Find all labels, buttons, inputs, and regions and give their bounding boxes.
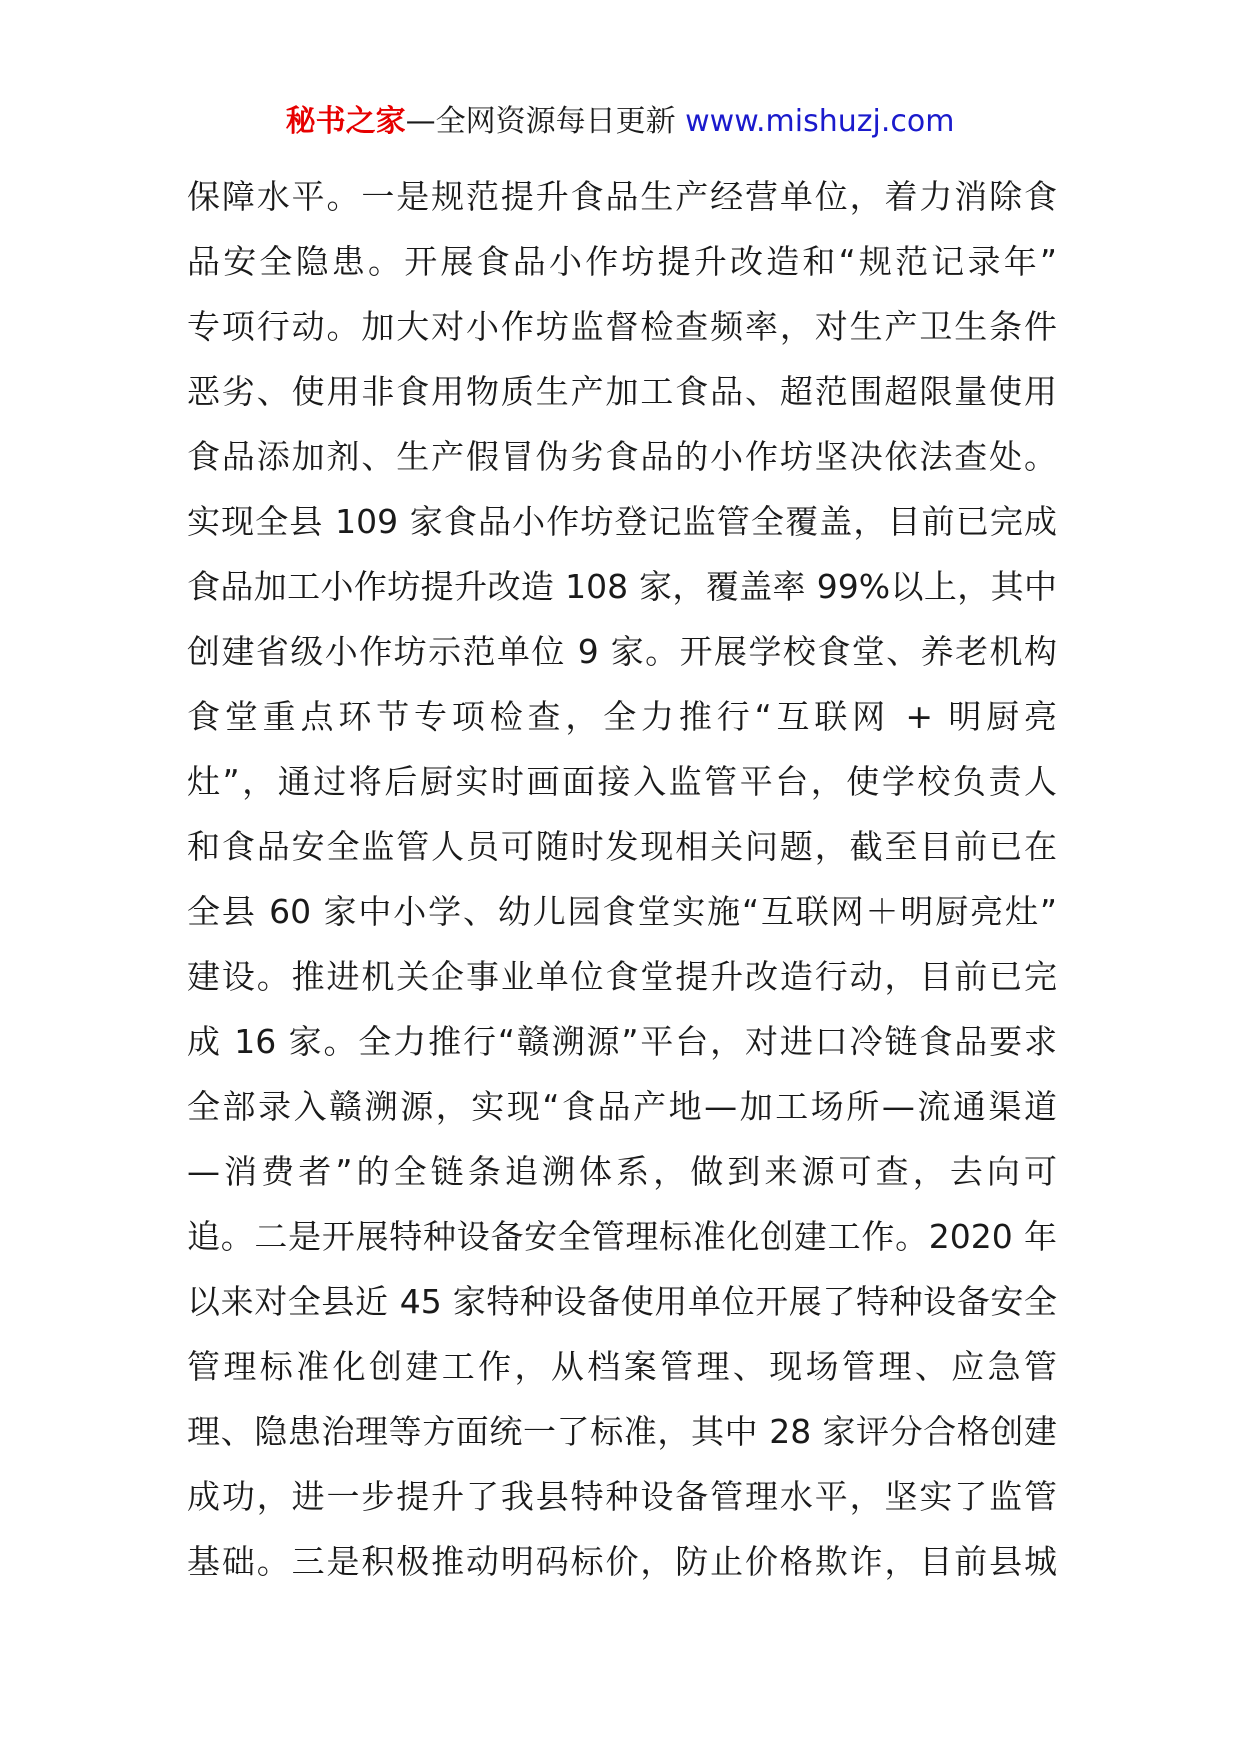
text-line: 专项行动。加大对小作坊监督检查频率，对生产卫生条件 bbox=[187, 307, 1057, 346]
brand-name: 秘书之家 bbox=[285, 104, 406, 139]
text-line: 追。二是开展特种设备安全管理标准化创建工作。2020 年 bbox=[187, 1217, 1057, 1256]
document-body bbox=[187, 164, 1057, 1594]
text-line: 理、隐患治理等方面统一了标准，其中 28 家评分合格创建 bbox=[187, 1412, 1057, 1451]
text-line: 食品加工小作坊提升改造 108 家，覆盖率 99%以上，其中 bbox=[187, 567, 1057, 606]
text-line: 保障水平。一是规范提升食品生产经营单位，着力消除食 bbox=[187, 177, 1057, 216]
text-line: 创建省级小作坊示范单位 9 家。开展学校食堂、养老机构 bbox=[187, 632, 1057, 671]
header-tagline: —全网资源每日更新 bbox=[405, 104, 686, 139]
text-line: —消费者”的全链条追溯体系，做到来源可查，去向可 bbox=[187, 1152, 1057, 1191]
text-line: 恶劣、使用非食用物质生产加工食品、超范围超限量使用 bbox=[187, 372, 1057, 411]
text-line: 成功，进一步提升了我县特种设备管理水平，坚实了监管 bbox=[187, 1477, 1057, 1516]
text-line: 管理标准化创建工作，从档案管理、现场管理、应急管 bbox=[187, 1347, 1057, 1386]
text-line: 食品添加剂、生产假冒伪劣食品的小作坊坚决依法查处。 bbox=[187, 437, 1057, 476]
text-line: 品安全隐患。开展食品小作坊提升改造和“规范记录年” bbox=[187, 242, 1057, 281]
text-line: 基础。三是积极推动明码标价，防止价格欺诈，目前县城 bbox=[187, 1542, 1057, 1581]
text-line: 灶”，通过将后厨实时画面接入监管平台，使学校负责人 bbox=[187, 762, 1057, 801]
text-line: 全县 60 家中小学、幼儿园食堂实施“互联网＋明厨亮灶” bbox=[187, 892, 1057, 931]
site-header bbox=[0, 102, 1240, 142]
text-line: 食堂重点环节专项检查，全力推行“互联网 + 明厨亮 bbox=[187, 697, 1057, 736]
text-line: 全部录入赣溯源，实现“食品产地—加工场所—流通渠道 bbox=[187, 1087, 1057, 1126]
text-line: 建设。推进机关企事业单位食堂提升改造行动，目前已完 bbox=[187, 957, 1057, 996]
text-line: 和食品安全监管人员可随时发现相关问题，截至目前已在 bbox=[187, 827, 1057, 866]
text-line: 成 16 家。全力推行“赣溯源”平台，对进口冷链食品要求 bbox=[187, 1022, 1057, 1061]
text-line: 以来对全县近 45 家特种设备使用单位开展了特种设备安全 bbox=[187, 1282, 1057, 1321]
text-line: 实现全县 109 家食品小作坊登记监管全覆盖，目前已完成 bbox=[187, 502, 1057, 541]
site-url-link[interactable]: www.mishuzj.com bbox=[685, 104, 955, 139]
